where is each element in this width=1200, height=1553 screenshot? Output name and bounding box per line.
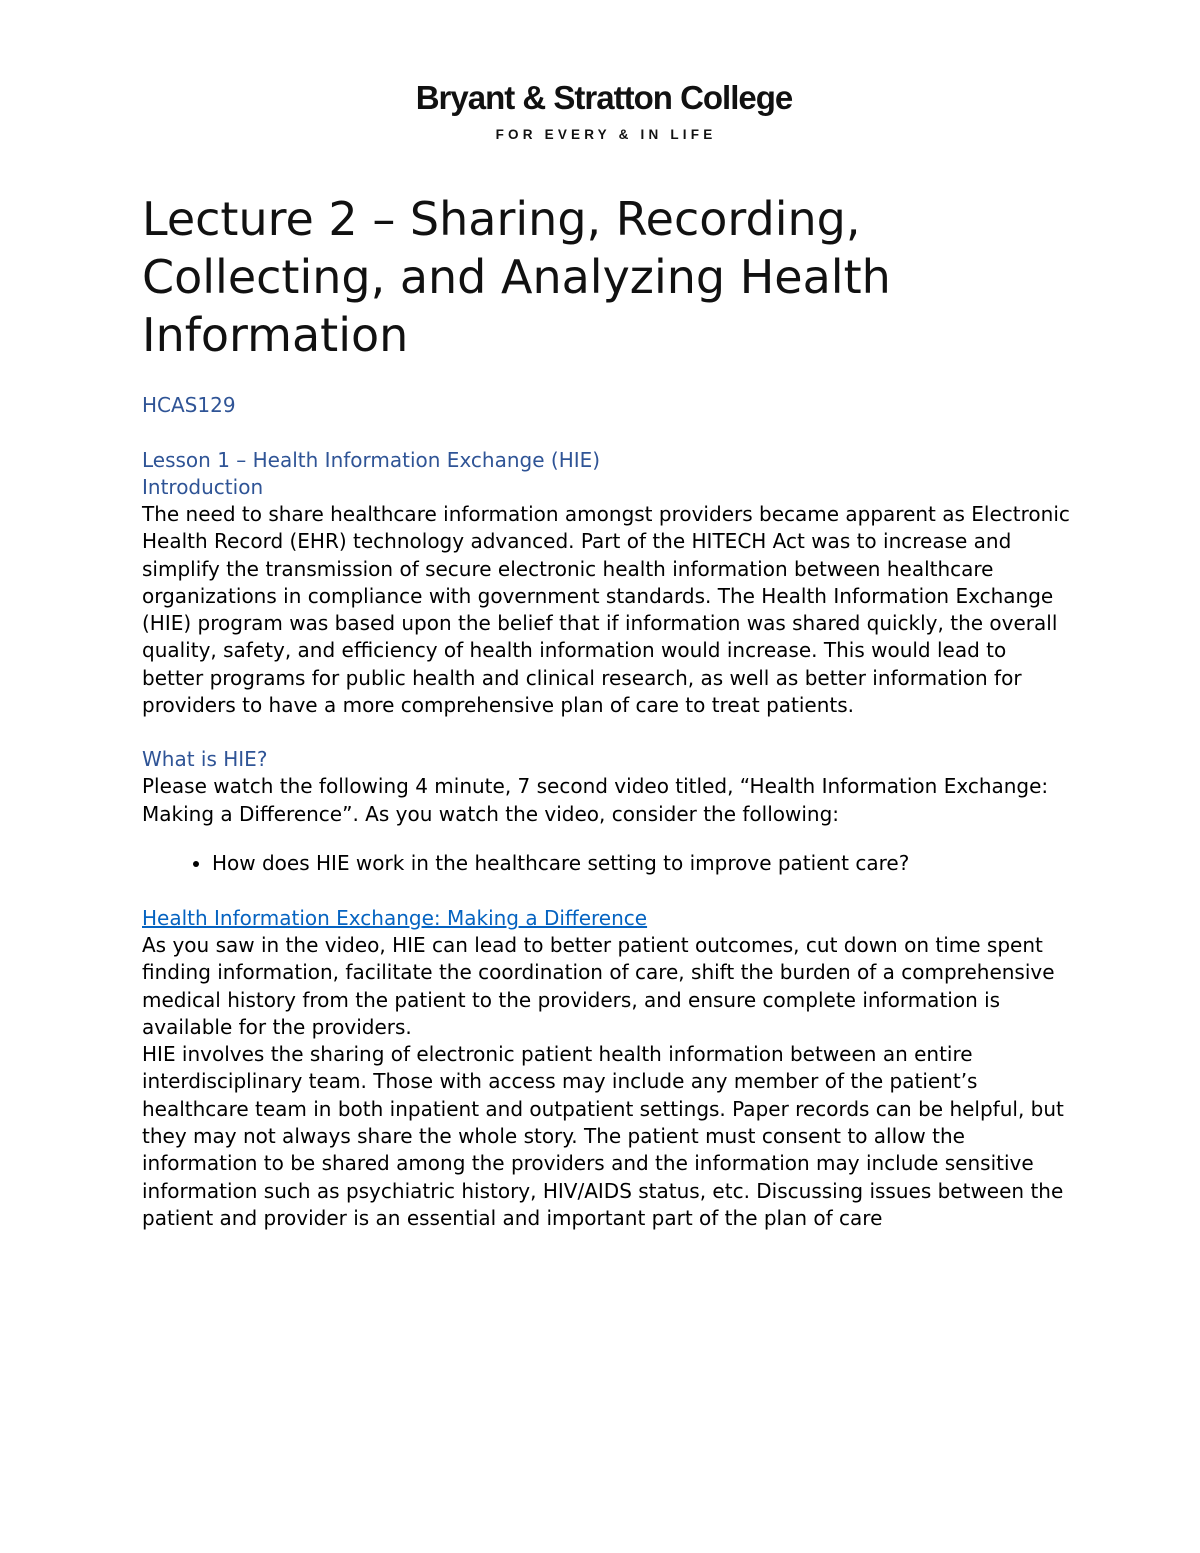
college-logo (0, 80, 1200, 144)
intro-heading: Introduction (142, 475, 264, 499)
video-link[interactable]: Health Information Exchange: Making a Difference (142, 905, 648, 930)
college-name: Bryant & Stratton College (415, 79, 793, 116)
list-item: • How does HIE work in the healthcare setting to improve patient care? (212, 850, 1072, 877)
intro-paragraph: The need to share healthcare information amongst providers became apparent as Electronic Health Record (EHR) technology advanced. Part of the HITECH Act was to increase and simplify the transmission of secure electronic health information between healthcare organizations in compliance with government standards. The Health Information Exchange (HIE) program was based upon the belief that if information was shared quickly, the overall quality, safety, and efficiency of health information would increase. This would lead to better programs for public health and clinical research, as well as better information for providers to have a more comprehensive plan of care to treat patients. (142, 502, 1070, 718)
what-is-hie-heading: What is HIE? (142, 747, 268, 772)
course-code: HCAS129 (142, 393, 236, 417)
page-title: Lecture 2 – Sharing, Recording, Collecting, and Analyzing Health Information (142, 192, 891, 362)
consider-list (142, 850, 1072, 877)
outcome-paragraph: As you saw in the video, HIE can lead to better patient outcomes, cut down on time spent finding information, facilitate the coordination of care, shift the burden of a comprehensive medical history from the patient to the providers, and ensure complete information is available for the providers. (142, 932, 1055, 1039)
lesson-heading: Lesson 1 – Health Information Exchange (HIE) (142, 448, 601, 472)
document-body (142, 190, 1072, 1232)
college-tagline: FOR EVERY & IN LIFE (495, 127, 717, 142)
video-instructions-paragraph: Please watch the following 4 minute, 7 second video titled, “Health Information Exchange: Making a Difference”. As you watch the video, consider the following: (142, 774, 1049, 826)
sharing-paragraph: HIE involves the sharing of electronic patient health information between an entire interdisciplinary team. Those with access may include any member of the patient’s healthcare team in both inpatient and outpatient settings. Paper records can be helpful, but they may not always share the whole story. The patient must consent to allow the information to be shared among the providers and the information may include sensitive information such as psychiatric history, HIV/AIDS status, etc. Discussing issues between the patient and provider is an essential and important part of the plan of care (142, 1042, 1064, 1230)
